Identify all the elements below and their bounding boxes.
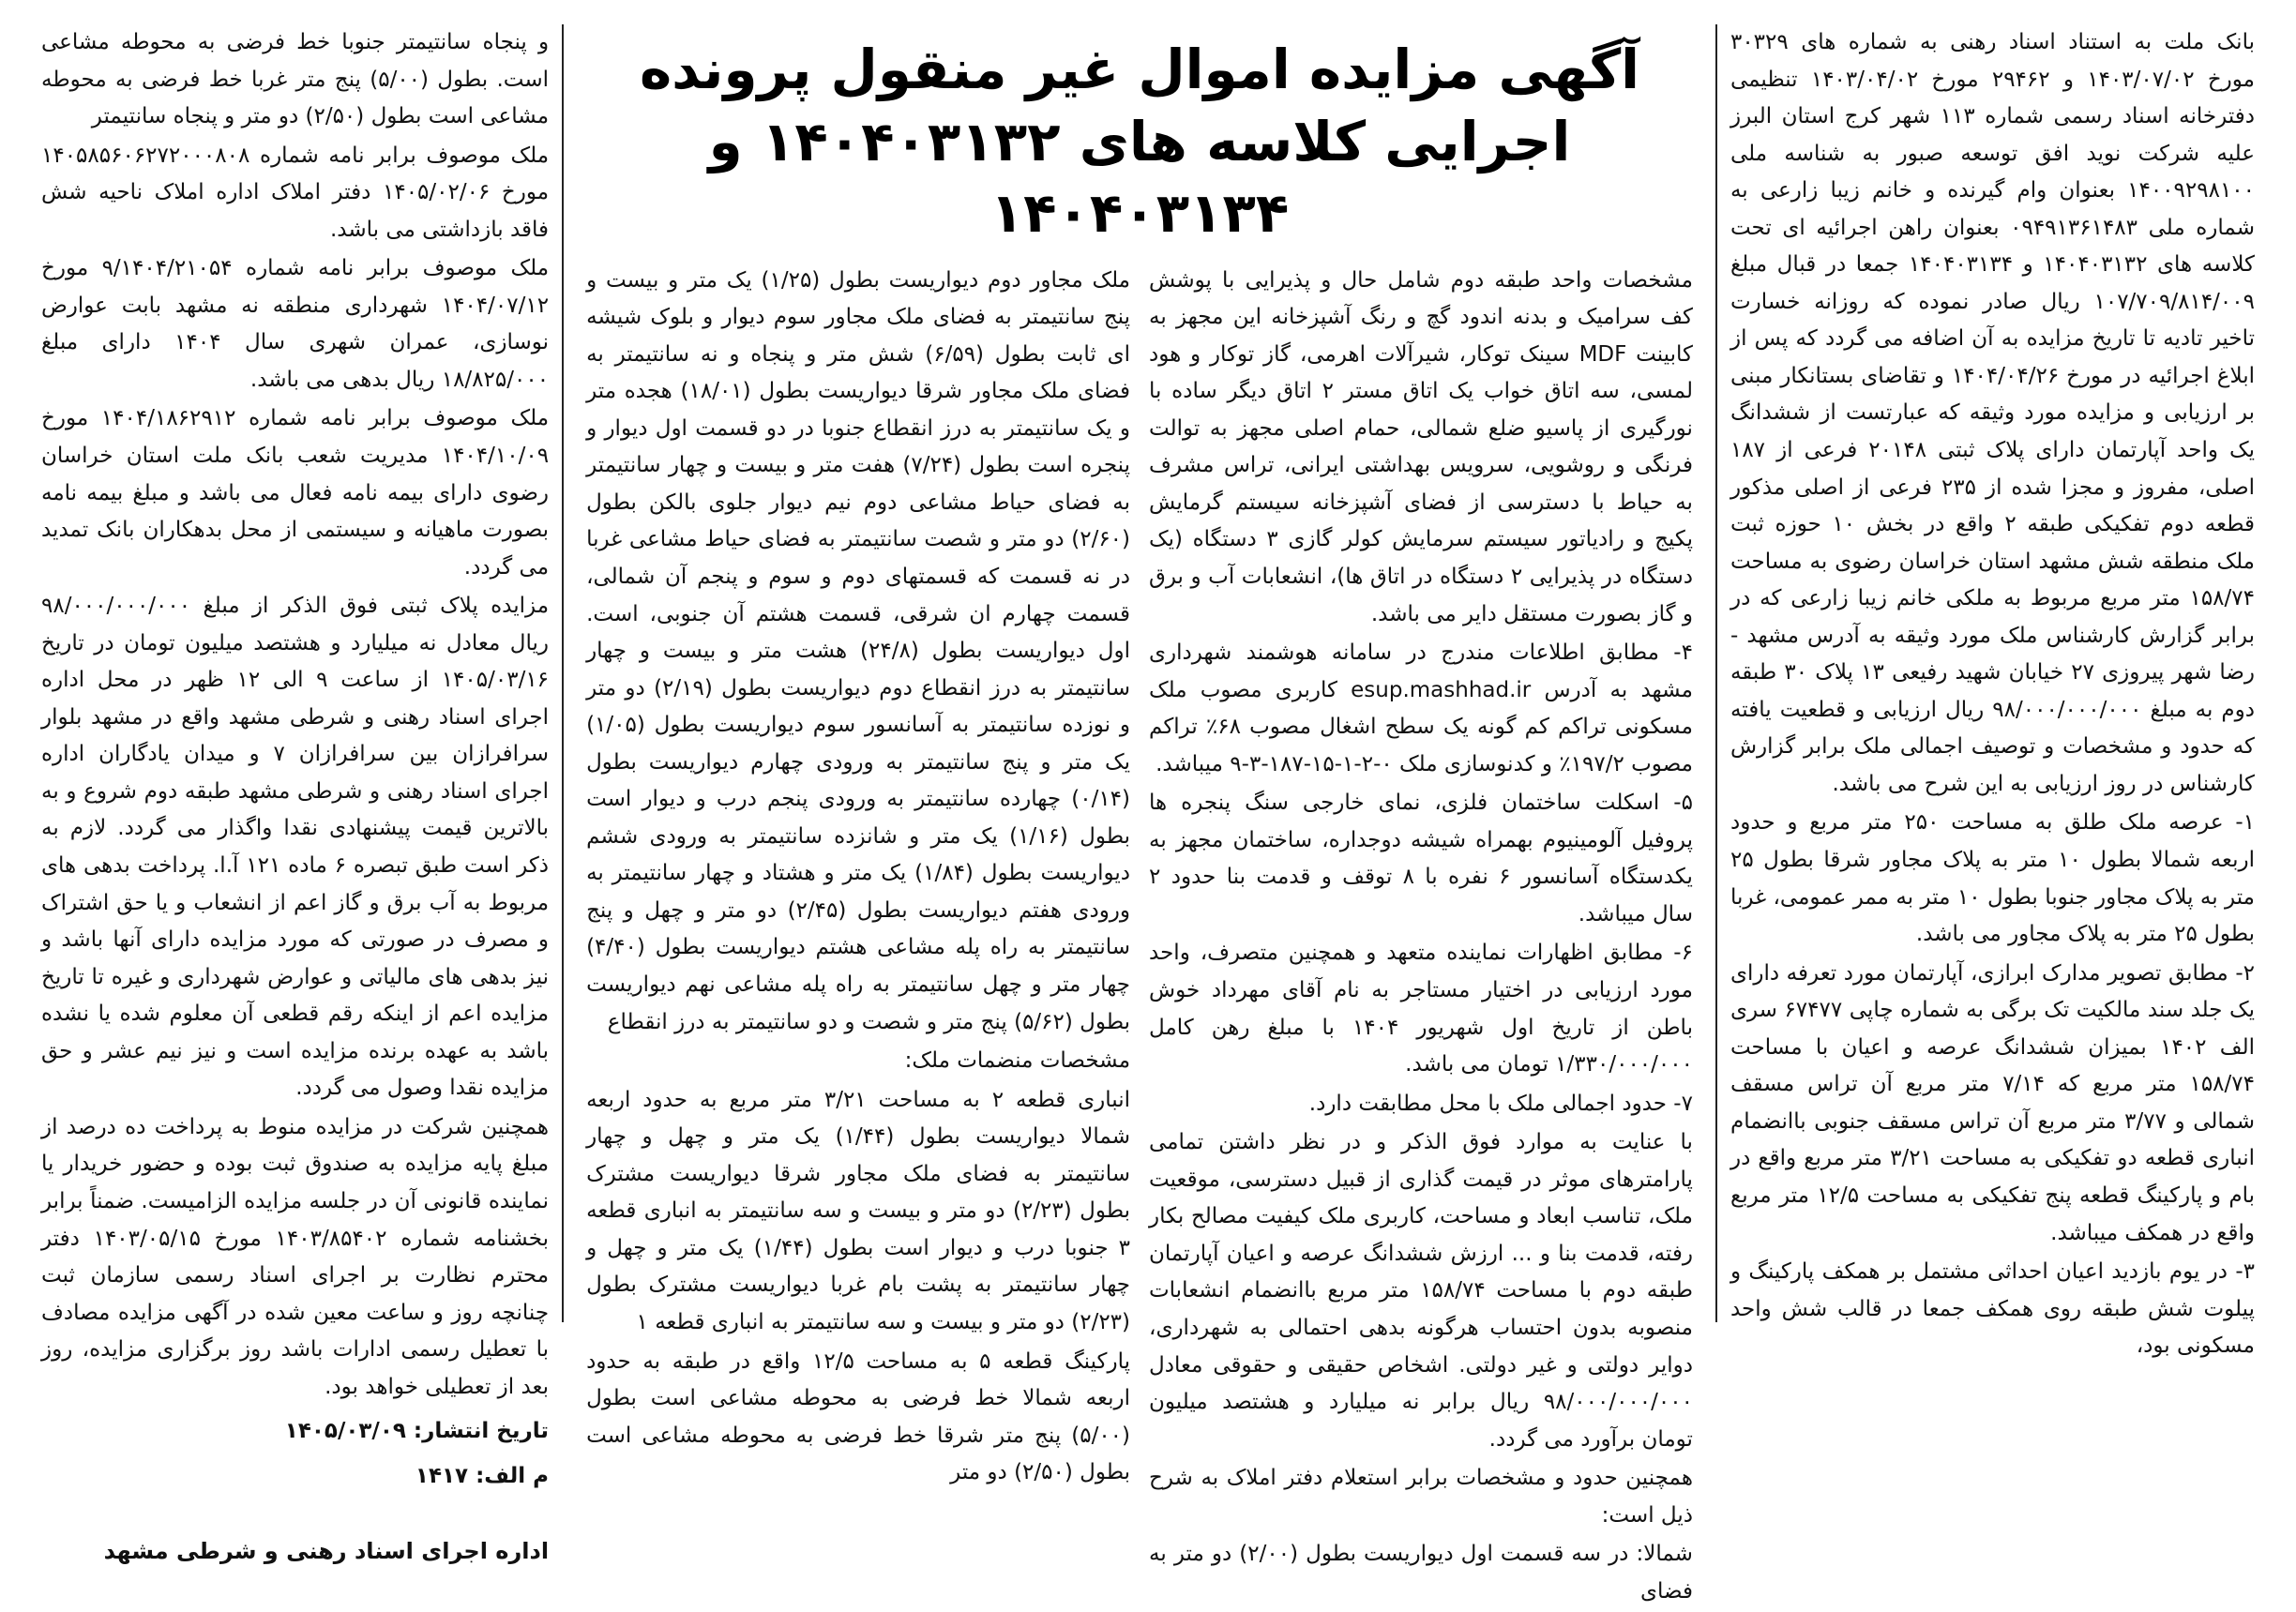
paragraph: ۲- مطابق تصویر مدارک ابرازی، آپارتمان مورد تعرفه دارای یک جلد سند مالکیت تک برگی به شماره چاپی ۶۷۴۷۷ سری الف ۱۴۰۲ بمیزان ششدانگ عرصه و اعیان با مساحت ۱۵۸/۷۴ متر مربع که ۷/۱۴ متر مربع آن تراس مسقف شمالی و ۳/۷۷ متر مربع آن تراس مسقف جنوبی باانضمام انباری قطعه دو تفکیکی به مساحت ۳/۲۱ متر مربع واقع در بام و پارکینگ قطعه پنج تفکیکی به مساحت ۱۲/۵ متر مربع واقع در همکف میباشد.	[1730, 960, 2256, 1245]
paragraph: ۳- در یوم بازدید اعیان احداثی مشتمل بر همکف پارکینگ و پیلوت شش طبقه روی همکف جمعا در قالب شش واحد مسکونی بود،	[1730, 1259, 2255, 1359]
paragraph: بانک ملت به استناد اسناد رهنی به شماره های ۳۰۳۲۹ مورخ ۱۴۰۳/۰۷/۰۲ و ۲۹۴۶۲ مورخ ۱۴۰۳/۰۴/۰۲ تنظیمی دفترخانه اسناد رسمی شماره ۱۱۳ شهر کرج استان البرز علیه شرکت نوید افق توسعه صبور به شناسه ملی ۱۴۰۰۹۲۹۸۱۰۰ بعنوان وام گیرنده و خانم زیبا زارعی به شماره ملی ۰۹۴۹۱۳۶۱۴۸۳ بعنوان راهن اجرائیه ای تحت کلاسه های ۱۴۰۴۰۳۱۳۲ و ۱۴۰۴۰۳۱۳۴ جمعا در قبال مبلغ ۱۰۷/۷۰۹/۸۱۴/۰۰۹ ریال صادر نموده که روزانه خسارت تاخیر تادیه تا تاریخ مزایده به آن اضافه می گردد که پس از ابلاغ اجرائیه در مورخ ۱۴۰۴/۰۴/۲۶ و تقاضای بستانکار مبنی بر ارزیابی و مزایده مورد وثیقه که عبارتست از ششدانگ یک واحد آپارتمان دارای پلاک ثبتی ۲۰۱۴۸ فرعی از ۱۸۷ اصلی، مفروز و مجزا شده از ۲۳۵ فرعی از اصلی مذکور قطعه دوم تفکیکی طبقه ۲ واقع در بخش ۱۰ حوزه ثبت ملک منطقه شش مشهد استان خراسان رضوی به مساحت ۱۵۸/۷۴ متر مربع مربوط به ملکی خانم زیبا زارعی که در برابر گزارش کارشناس ملک مورد وثیقه به آدرس مشهد - رضا شهر پیروزی ۲۷ خیابان شهید رفیعی ۱۳ پلاک ۳۰ طبقه دوم به مبلغ ۹۸/۰۰۰/۰۰۰/۰۰۰ ریال ارزیابی و قطعیت یافته که حدود و مشخصات و توصیف اجمالی ملک برابر گزارش کارشناس در روز ارزیابی به این شرح می باشد.	[1730, 30, 2256, 796]
paragraph: ۵- اسکلت ساختمان فلزی، نمای خارجی سنگ پنجره ها پروفیل آلومینیوم بهمراه شیشه دوجداره، ساختمان مجهز به یکدستگاه آسانسور ۶ نفره با ۸ توقف و قدمت بنا حدود ۲ سال میباشد.	[1149, 791, 1693, 927]
column-middle	[564, 24, 1715, 1604]
paragraph: همچنین حدود و مشخصات برابر استعلام دفتر املاک به شرح ذیل است:	[1149, 1466, 1693, 1528]
column-divider	[562, 24, 564, 1322]
middle-subcolumn-left	[577, 263, 1140, 1612]
paragraph: مزایده پلاک ثبتی فوق الذکر از مبلغ ۹۸/۰۰۰/۰۰۰/۰۰۰ ریال معادل نه میلیارد و هشتصد میلیون تومان در تاریخ ۱۴۰۵/۰۳/۱۶ از ساعت ۹ الی ۱۲ ظهر در محل اداره اجرای اسناد رهنی و شرطی مشهد واقع در مشهد بلوار سرافرازان بین سرافرازان ۷ و میدان یادگاران اداره اجرای اسناد رهنی و شرطی مشهد طبقه دوم شروع و به بالاترین قیمت پیشنهادی نقدا واگذار می گردد. لازم به ذکر است طبق تبصره ۶ ماده ۱۲۱ آ.ا. پرداخت بدهی های مربوط به آب برق و گاز اعم از انشعاب و یا حق اشتراک و مصرف در صورتی که مورد مزایده دارای آنها باشد و نیز بدهی های مالیاتی و عوارض شهرداری و غیره تا تاریخ مزایده اعم از اینکه رقم قطعی آن معلوم شده یا نشده باشد به عهده برنده مزایده است و نیز نیم عشر و حق مزایده نقدا وصول می گردد.	[40, 594, 550, 1101]
paragraph: ملک مجاور دوم دیواریست بطول (۱/۲۵) یک متر و بیست و پنج سانتیمتر به فضای ملک مجاور سوم دیوار و بلوک شیشه ای ثابت بطول (۶/۵۹) شش متر و پنجاه و نه سانتیمتر به فضای ملک مجاور شرقا دیواریست بطول (۱۸/۰۱) هجده متر و یک سانتیمتر به درز انقطاع جنوبا در دو قسمت اول دیوار و پنجره است بطول (۷/۲۴) هفت متر و بیست و چهار سانتیمتر به فضای حیاط مشاعی دوم نیم دیوار جلوی بالکن بطول (۲/۶۰) دو متر و شصت سانتیمتر به فضای حیاط مشاعی غربا در نه قسمت که قسمتهای دوم و سوم و پنجم آن شمالی، قسمت چهارم ان شرقی، قسمت هشتم آن جنوبی، است. اول دیواریست بطول (۲۴/۸) هشت متر و بیست و چهار سانتیمتر به درز انقطاع دوم دیواریست بطول (۲/۱۹) دو متر و نوزده سانتیمتر به آسانسور سوم دیواریست بطول (۱/۰۵) یک متر و پنج سانتیمتر به ورودی چهارم دیواریست بطول (۰/۱۴) چهارده سانتیمتر به ورودی پنجم درب و دیوار است بطول (۱/۱۶) یک متر و شانزده سانتیمتر به ورودی ششم دیواریست بطول (۱/۸۴) یک متر و هشتاد و چهار سانتیمتر به ورودی هفتم دیواریست بطول (۲/۴۵) دو متر و چهل و پنج سانتیمتر به راه پله مشاعی هشتم دیواریست بطول (۴/۴۰) چهار متر و چهل سانتیمتر به راه پله مشاعی نهم دیواریست بطول (۵/۶۲) پنج متر و شصت و دو سانتیمتر به درز انقطاع	[586, 267, 1131, 1034]
middle-subcolumns	[577, 263, 1702, 1612]
paragraph: ملک موصوف برابر نامه شماره ۱۴۰۴/۱۸۶۲۹۱۲ مورخ ۱۴۰۴/۱۰/۰۹ مدیریت شعب بانک ملت استان خراسان رضوی دارای بیمه نامه فعال می باشد و مبلغ بیمه نامه بصورت ماهیانه و سیستمی از محل بدهکاران بانک تمدید می گردد.	[40, 406, 550, 580]
paragraph: ۴- مطابق اطلاعات مندرج در سامانه هوشمند شهرداری مشهد به آدرس esup.mashhad.ir کاربری مصوب ملک مسکونی تراکم کم گونه یک سطح اشغال مصوب ۶۸٪ تراکم مصوب ۱۹۷/۲٪ و کدنوسازی ملک ۰-۲-۱-۱۵-۱۸۷-۳-۹ میباشد.	[1149, 640, 1693, 776]
paragraph: ۶- مطابق اظهارات نماینده متعهد و همچنین متصرف، واحد مورد ارزیابی در اختیار مستاجر به نام آقای مهرداد خوش باطن از تاریخ اول شهریور ۱۴۰۴ با مبلغ رهن کامل ۱/۳۳۰/۰۰۰/۰۰۰ تومان می باشد.	[1149, 941, 1693, 1077]
paragraph: با عنایت به موارد فوق الذکر و در نظر داشتن تمامی پارامترهای موثر در قیمت گذاری از قبیل دسترسی، موقعیت ملک، تناسب ابعاد و مساحت، کاربری ملک کیفیت مصالح بکار رفته، قدمت بنا و ... ارزش ششدانگ عرصه و اعیان آپارتمان طبقه دوم با مساحت ۱۵۸/۷۴ متر مربع باانضمام انشعابات منصوبه بدون احتساب هرگونه بدهی احتمالی به شهرداری، دوایر دولتی و غیر دولتی. اشخاص حقیقی و حقوقی معادل ۹۸/۰۰۰/۰۰۰/۰۰۰ ریال برابر نه میلیارد و هشتصد میلیون تومان برآورد می گردد.	[1149, 1130, 1693, 1452]
paragraph: همچنین شرکت در مزایده منوط به پرداخت ده درصد از مبلغ پایه مزایده به صندوق ثبت بوده و حضور خریدار یا نماینده قانونی آن در جلسه مزایده الزامیست. ضمناً برابر بخشنامه شماره ۱۴۰۳/۸۵۴۰۲ مورخ ۱۴۰۳/۰۵/۱۵ دفتر محترم نظارت بر اجرای اسناد رسمی سازمان ثبت چنانچه روز و ساعت معین شده در آگهی مزایده مصادف با تعطیل رسمی ادارات باشد روز برگزاری مزایده، روز بعد از تعطیلی خواهد بود.	[40, 1114, 550, 1399]
paragraph: مشخصات واحد طبقه دوم شامل حال و پذیرایی با پوشش کف سرامیک و بدنه اندود گچ و رنگ آشپزخانه این مجهز به کابینت MDF سینک توکار، شیرآلات اهرمی، گاز توکار و هود لمسی، سه اتاق خواب یک اتاق مستر ۲ اتاق دیگر ساده با نورگیری از پاسیو ضلع شمالی، حمام اصلی مجهز به توالت فرنگی و روشویی، سرویس بهداشتی ایرانی، تراس مشرف به حیاط با دسترسی از فضای آشپزخانه سیستم گرمایش پکیج و رادیاتور سیستم سرمایش کولر گازی ۳ دستگاه (یک دستگاه در پذیرایی ۲ دستگاه در اتاق ها)، انشعابات آب و برق و گاز بصورت مستقل دایر می باشد.	[1149, 267, 1693, 626]
column-left	[28, 24, 562, 1565]
column-right	[1717, 24, 2268, 1359]
paragraph: ۷- حدود اجمالی ملک با محل مطابقت دارد.	[1308, 1091, 1693, 1116]
column-divider	[1715, 24, 1717, 1322]
paragraph: مشخصات منضمات ملک:	[904, 1048, 1131, 1074]
reference-code: م الف: ۱۴۱۷	[415, 1463, 550, 1488]
paragraph: ۱- عرصه ملک طلق به مساحت ۲۵۰ متر مربع و حدود اربعه شمالا بطول ۱۰ متر به پلاک مجاور شرقا بطول ۲۵ متر به پلاک مجاور جنوبا بطول ۱۰ متر به ممر عمومی، غربا بطول ۲۵ متر به پلاک مجاور می باشد.	[1730, 810, 2255, 947]
paragraph: پارکینگ قطعه ۵ به مساحت ۱۲/۵ واقع در طبقه به حدود اربعه شمالا خط فرضی به محوطه مشاعی است بطول (۵/۰۰) پنج متر شرقا خط فرضی به محوطه مشاعی است بطول (۲/۵۰) دو متر	[586, 1348, 1131, 1485]
paragraph: ملک موصوف برابر نامه شماره ۹/۱۴۰۴/۲۱۰۵۴ مورخ ۱۴۰۴/۰۷/۱۲ شهرداری منطقه نه مشهد بابت عوارض نوسازی، عمران شهری سال ۱۴۰۴ دارای مبلغ ۱۸/۸۲۵/۰۰۰ ریال بدهی می باشد.	[40, 256, 550, 392]
paragraph: و پنجاه سانتیمتر جنوبا خط فرضی به محوطه مشاعی است. بطول (۵/۰۰) پنج متر غربا خط فرضی به محوطه مشاعی است بطول (۲/۵۰) دو متر و پنجاه سانتیمتر	[40, 30, 550, 129]
paragraph: انباری قطعه ۲ به مساحت ۳/۲۱ متر مربع به حدود اربعه شمالا دیواریست بطول (۱/۴۴) یک متر و چهل و چهار سانتیمتر به فضای ملک مجاور شرقا دیواریست مشترک بطول (۲/۲۳) دو متر و بیست و سه سانتیمتر به انباری قطعه ۳ جنوبا درب و دیوار است بطول (۱/۴۴) یک متر و چهل و چهار سانتیمتر به پشت بام غربا دیواریست مشترک بطول (۲/۲۳) دو متر و بیست و سه سانتیمتر به انباری قطعه ۱	[586, 1087, 1131, 1334]
notice-title: آگهی مزایده اموال غیر منقول پرونده اجرایی کلاسه های ۱۴۰۴۰۳۱۳۲ و ۱۴۰۴۰۳۱۳۴	[639, 38, 1640, 246]
paragraph: شمالا: در سه قسمت اول دیواریست بطول (۲/۰۰) دو متر به فضای	[1149, 1542, 1693, 1604]
issuing-office: اداره اجرای اسناد رهنی و شرطی مشهد	[103, 1538, 550, 1565]
notice-title-block	[577, 24, 1702, 263]
paragraph: ملک موصوف برابر نامه شماره ۱۴۰۵۸۵۶۰۶۲۷۲۰۰۰۸۰۸ مورخ ۱۴۰۵/۰۲/۰۶ دفتر املاک اداره املاک ناحیه شش فاقد بازداشتی می باشد.	[40, 143, 550, 242]
publish-date: تاریخ انتشار: ۱۴۰۵/۰۳/۰۹	[284, 1419, 550, 1444]
middle-subcolumn-right	[1140, 263, 1702, 1612]
